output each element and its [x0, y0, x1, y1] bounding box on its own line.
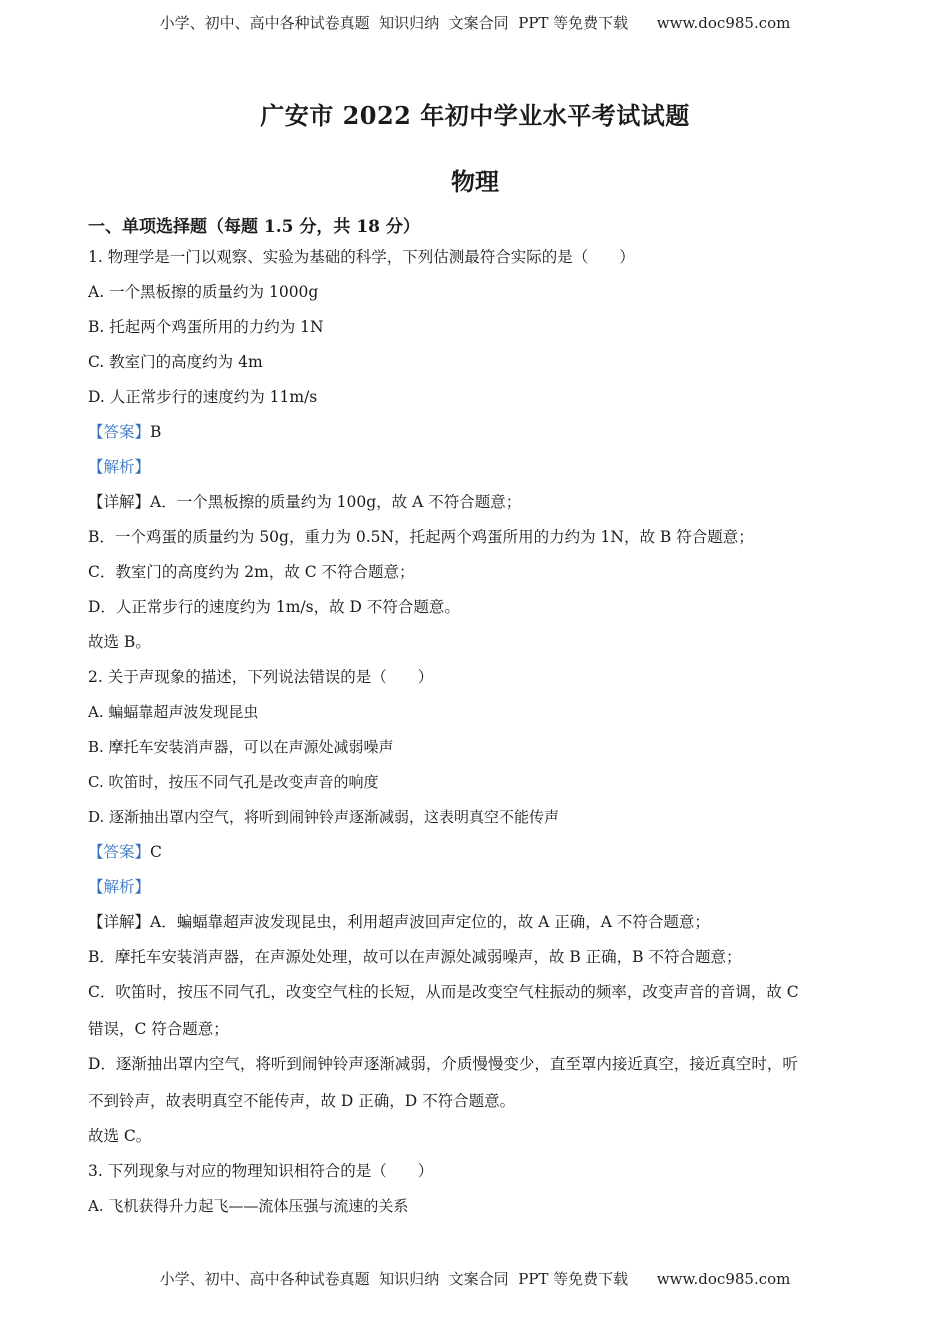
detail-tag: 【详解】	[88, 493, 151, 511]
q2-detail-c1: C．吹笛时，按压不同气孔，改变空气柱的长短，从而是改变空气柱振动的频率，改变声音的音调，故 C	[88, 983, 799, 1001]
detail-tag: 【详解】	[88, 913, 151, 931]
q2-stem: 2. 关于声现象的描述，下列说法错误的是（ ）	[88, 668, 434, 686]
q1-analysis-tag: 【解析】	[88, 458, 151, 476]
answer-value: B	[150, 423, 162, 441]
q2-option-a: A. 蝙蝠靠超声波发现昆虫	[88, 703, 259, 721]
detail-text: A．蝙蝠靠超声波发现昆虫，利用超声波回声定位的，故 A 正确，A 不符合题意；	[150, 913, 710, 931]
q1-option-d: D. 人正常步行的速度约为 11m/s	[88, 388, 318, 406]
q3-option-a: A. 飞机获得升力起飞——流体压强与流速的关系	[88, 1197, 409, 1215]
answer-value: C	[150, 843, 162, 861]
q2-detail-d2: 不到铃声，故表明真空不能传声，故 D 正确，D 不符合题意。	[88, 1092, 516, 1110]
q1-detail-d: D．人正常步行的速度约为 1m/s，故 D 不符合题意。	[88, 598, 460, 616]
q2-analysis-tag: 【解析】	[88, 878, 151, 896]
section-heading: 一、单项选择题（每题 1.5 分，共 18 分）	[88, 217, 420, 237]
q2-detail-c2: 错误，C 符合题意；	[88, 1020, 229, 1038]
q2-detail-a	[88, 911, 868, 933]
q2-answer	[88, 841, 868, 863]
q1-detail-c: C．教室门的高度约为 2m，故 C 不符合题意；	[88, 563, 415, 581]
exam-title: 广安市 2022 年初中学业水平考试试题	[260, 101, 690, 130]
q2-option-b: B. 摩托车安装消声器，可以在声源处减弱噪声	[88, 738, 394, 756]
q1-option-c: C. 教室门的高度约为 4m	[88, 353, 263, 371]
q1-detail-a	[88, 491, 868, 513]
q2-detail-b: B．摩托车安装消声器，在声源处处理，故可以在声源处减弱噪声，故 B 正确，B 不符合题意；	[88, 948, 742, 966]
q1-answer	[88, 421, 868, 443]
exam-subject: 物理	[451, 167, 499, 196]
q1-detail-b: B．一个鸡蛋的质量约为 50g，重力为 0.5N，托起两个鸡蛋所用的力约为 1N，故 B 符合题意；	[88, 528, 754, 546]
q1-option-a: A. 一个黑板擦的质量约为 1000g	[88, 283, 319, 301]
q1-option-b: B. 托起两个鸡蛋所用的力约为 1N	[88, 318, 324, 336]
page-header: 小学、初中、高中各种试卷真题 知识归纳 文案合同 PPT 等免费下载 www.doc985.com	[159, 14, 791, 32]
q3-stem: 3. 下列现象与对应的物理知识相符合的是（ ）	[88, 1162, 434, 1180]
page-footer: 小学、初中、高中各种试卷真题 知识归纳 文案合同 PPT 等免费下载 www.doc985.com	[159, 1270, 791, 1288]
q2-detail-d1: D．逐渐抽出罩内空气，将听到闹钟铃声逐渐减弱，介质慢慢变少，直至罩内接近真空，接近真空时，听	[88, 1055, 798, 1073]
detail-text: A．一个黑板擦的质量约为 100g，故 A 不符合题意；	[150, 493, 522, 511]
q2-option-d: D. 逐渐抽出罩内空气，将听到闹钟铃声逐渐减弱，这表明真空不能传声	[88, 808, 560, 826]
q2-option-c: C. 吹笛时，按压不同气孔是改变声音的响度	[88, 773, 379, 791]
answer-tag: 【答案】	[88, 843, 151, 861]
exam-content	[88, 216, 868, 1217]
q1-stem: 1. 物理学是一门以观察、实验为基础的科学，下列估测最符合实际的是（ ）	[88, 248, 635, 266]
q2-conclusion: 故选 C。	[88, 1127, 152, 1145]
q1-conclusion: 故选 B。	[88, 633, 151, 651]
answer-tag: 【答案】	[88, 423, 151, 441]
